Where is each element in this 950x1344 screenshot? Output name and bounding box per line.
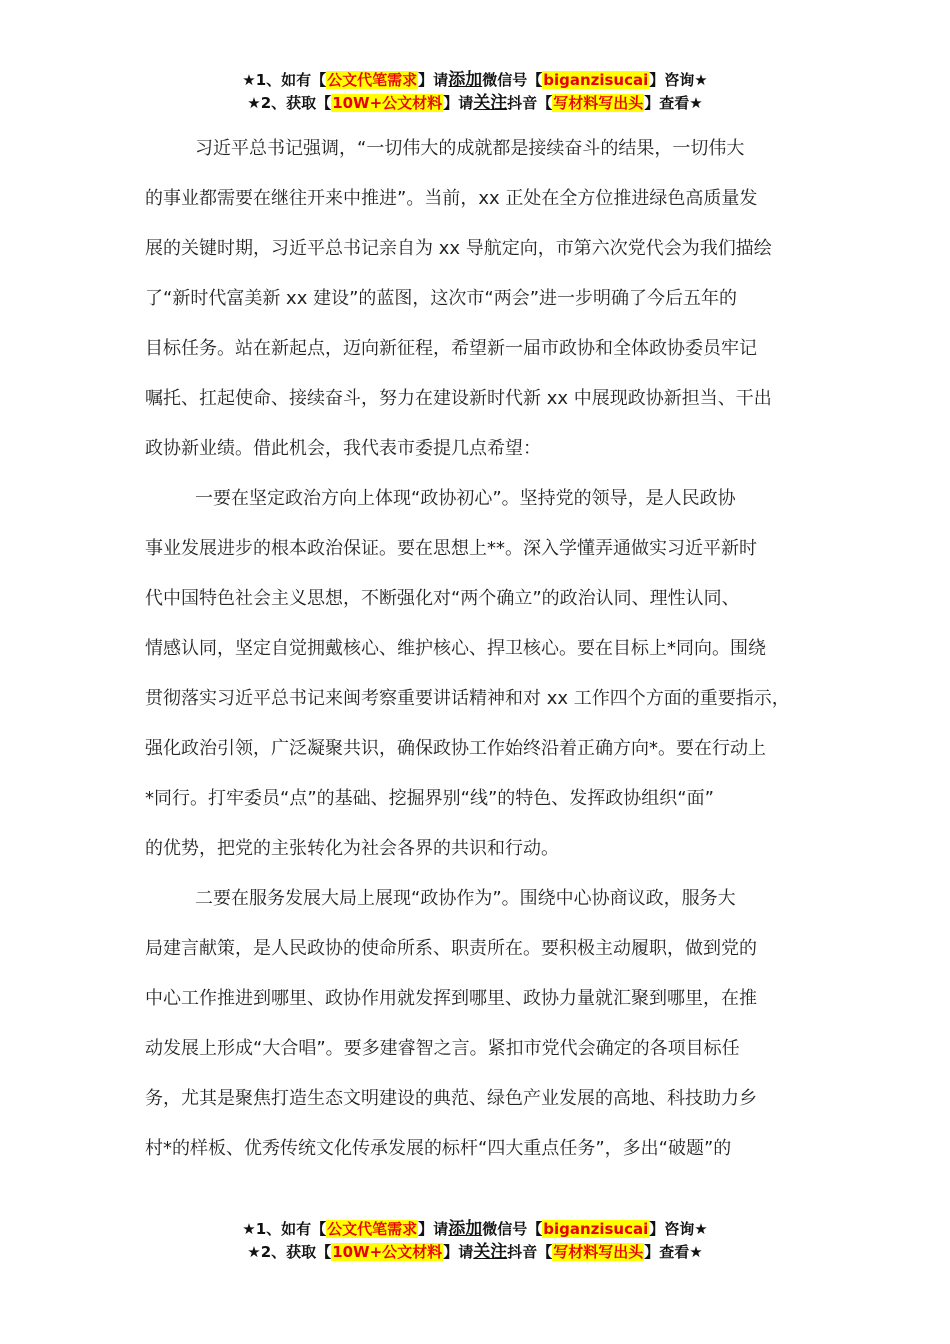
footer-promo-banner xyxy=(0,1218,950,1264)
promo-highlight-wechat-id: biganzisucai xyxy=(543,71,649,89)
promo-highlight-service: 公文代笔需求 xyxy=(327,1220,418,1238)
promo-highlight-materials: 10W+公文材料 xyxy=(332,94,443,112)
paragraph-2: 一要在坚定政治方向上体现“政协初心”。坚持党的领导，是人民政协 事业发展进步的根本政治保证。要在思想上**。深入学懂弄通做实习近平新时 代中国特色社会主义思想，不断强化对“两个确立”的政治认同、理性认同、 情感认同，坚定自觉拥戴核心、维护核心、捍卫核心。要在目标上*同向。围绕 贯彻落实习近平总书记来闽考察重要讲话精神和对 xx 工作四个方面的重要指示， 强化政治引领，广泛凝聚共识，确保政协工作始终沿着正确方向*。要在行动上 *同行。打牢委员“点”的基础、挖掘界别“线”的特色、发挥政协组织“面” 的优势，把党的主张转化为社会各界的共识和行动。 xyxy=(145,488,790,859)
paragraph-3: 二要在服务发展大局上展现“政协作为”。围绕中心协商议政，服务大 局建言献策，是人民政协的使命所系、职责所在。要积极主动履职，做到党的 中心工作推进到哪里、政协作用就发挥到哪里、政协力量就汇聚到哪里，在推 动发展上形成“大合唱”。要多建睿智之言。紧扣市党代会确定的各项目标任 务，尤其是聚焦打造生态文明建设的典范、绿色产业发展的高地、科技助力乡 村*的样板、优秀传统文化传承发展的标杆“四大重点任务”，多出“破题”的 xyxy=(145,888,757,1159)
promo-highlight-materials: 10W+公文材料 xyxy=(332,1243,443,1261)
promo-line-2: ★2、获取【10W+公文材料】请关注抖音【写材料写出头】查看★ xyxy=(247,1242,703,1262)
paragraph-1: 习近平总书记强调，“一切伟大的成就都是接续奋斗的结果，一切伟大 的事业都需要在继往开来中推进”。当前，xx 正处在全方位推进绿色高质量发 展的关键时期，习近平总书记亲自为 xx 导航定向，市第六次党代会为我们描绘 了“新时代富美新 xx 建设”的蓝图，这次市“两会”进一步明确了今后五年的 目标任务。站在新起点，迈向新征程，希望新一届市政协和全体政协委员牢记 嘱托、扛起使命、接续奋斗，努力在建设新时代新 xx 中展现政协新担当、干出 政协新业绩。借此机会，我代表市委提几点希望： xyxy=(145,138,772,459)
promo-highlight-service: 公文代笔需求 xyxy=(327,71,418,89)
header-promo-banner xyxy=(0,69,950,115)
promo-highlight-wechat-id: biganzisucai xyxy=(543,1220,649,1238)
document-body xyxy=(145,124,825,1174)
promo-highlight-douyin: 写材料写出头 xyxy=(553,94,644,112)
promo-highlight-douyin: 写材料写出头 xyxy=(553,1243,644,1261)
promo-line-1: ★1、如有【公文代笔需求】请添加微信号【biganzisucai】咨询★ xyxy=(242,1219,708,1239)
promo-line-1: ★1、如有【公文代笔需求】请添加微信号【biganzisucai】咨询★ xyxy=(242,70,708,90)
promo-line-2: ★2、获取【10W+公文材料】请关注抖音【写材料写出头】查看★ xyxy=(247,93,703,113)
